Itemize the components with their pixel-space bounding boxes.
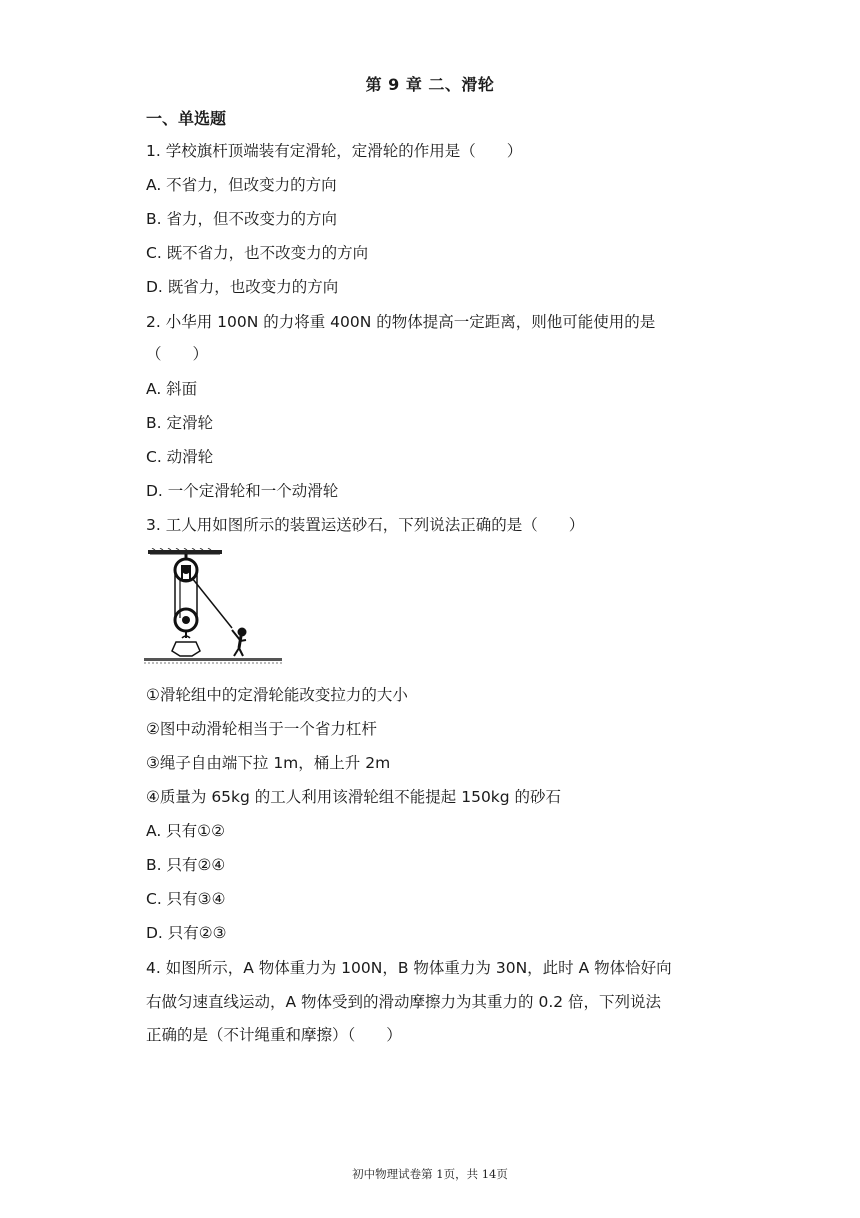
q1-stem: 1. 学校旗杆顶端装有定滑轮，定滑轮的作用是（ ） [146, 142, 523, 160]
q3-statement-3: ③绳子自由端下拉 1m，桶上升 2m [146, 754, 391, 772]
section-heading: 一、单选题 [146, 109, 227, 128]
q3-option-b: B. 只有②④ [146, 856, 226, 874]
q1-option-b: B. 省力，但不改变力的方向 [146, 210, 337, 228]
q3-option-a: A. 只有①② [146, 822, 225, 840]
q3-option-c: C. 只有③④ [146, 890, 226, 908]
page-footer: 初中物理试卷第 1页，共 14页 [352, 1167, 508, 1181]
q2-stem-line2: （ ） [146, 345, 209, 363]
pulley-system-figure [142, 548, 287, 666]
q2-option-b: B. 定滑轮 [146, 414, 213, 432]
q3-statement-2: ②图中动滑轮相当于一个省力杠杆 [146, 720, 377, 738]
q3-option-d: D. 只有②③ [146, 924, 227, 942]
q1-option-a: A. 不省力，但改变力的方向 [146, 176, 337, 194]
q2-option-a: A. 斜面 [146, 380, 198, 398]
q3-statement-4: ④质量为 65kg 的工人利用该滑轮组不能提起 150kg 的砂石 [146, 788, 562, 806]
q3-statement-1: ①滑轮组中的定滑轮能改变拉力的大小 [146, 686, 408, 704]
q1-option-d: D. 既省力，也改变力的方向 [146, 278, 339, 296]
q4-line2: 右做匀速直线运动，A 物体受到的滑动摩擦力为其重力的 0.2 倍，下列说法 [146, 993, 662, 1011]
q4-line3: 正确的是（不计绳重和摩擦）（ ） [146, 1026, 402, 1044]
q2-option-d: D. 一个定滑轮和一个动滑轮 [146, 482, 339, 500]
q4-line1: 4. 如图所示，A 物体重力为 100N，B 物体重力为 30N，此时 A 物体恰好向 [146, 959, 672, 977]
page-title: 第 9 章 二、滑轮 [365, 75, 495, 94]
q2-stem-line1: 2. 小华用 100N 的力将重 400N 的物体提高一定距离，则他可能使用的是 [146, 313, 656, 331]
q2-option-c: C. 动滑轮 [146, 448, 214, 466]
q1-option-c: C. 既不省力，也不改变力的方向 [146, 244, 369, 262]
q3-stem: 3. 工人用如图所示的装置运送砂石，下列说法正确的是（ ） [146, 516, 585, 534]
